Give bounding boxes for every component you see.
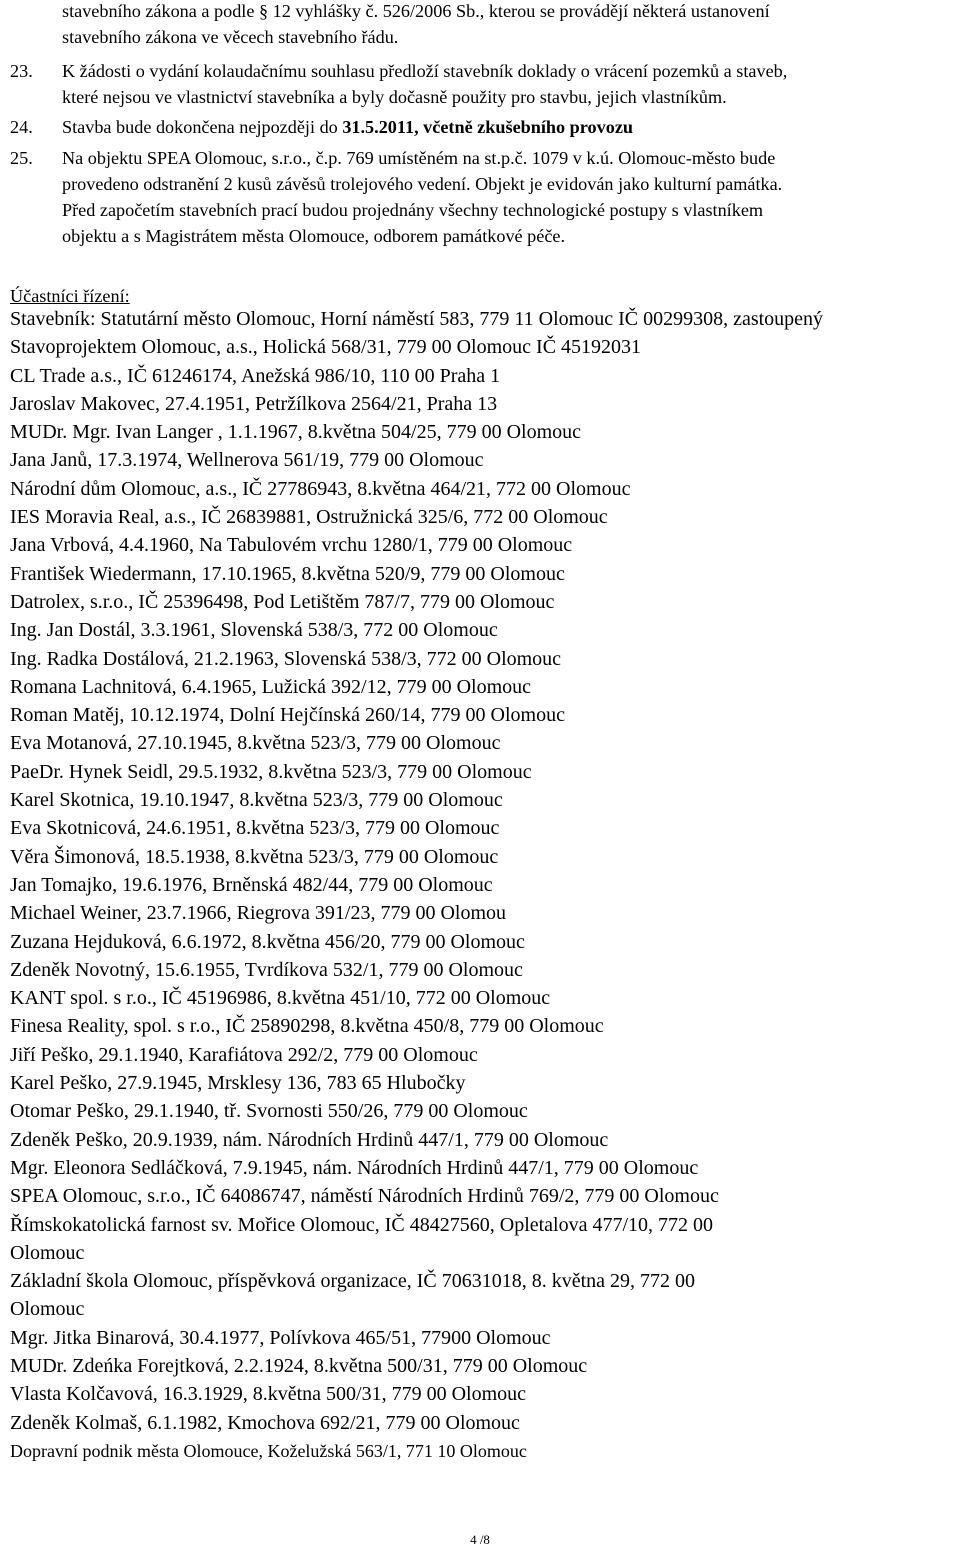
list-item: Zdeněk Kolmaš, 6.1.1982, Kmochova 692/21, 779 00 Olomouc	[10, 1411, 520, 1434]
list-item: Mgr. Jitka Binarová, 30.4.1977, Polívkova 465/51, 77900 Olomouc	[10, 1326, 551, 1349]
item-25	[10, 145, 955, 249]
list-item: Finesa Reality, spol. s r.o., IČ 25890298, 8.května 450/8, 779 00 Olomouc	[10, 1015, 604, 1038]
list-item: Datrolex, s.r.o., IČ 25396498, Pod Letištěm 787/7, 779 00 Olomouc	[10, 590, 555, 613]
list-item: Michael Weiner, 23.7.1966, Riegrova 391/23, 779 00 Olomou	[10, 902, 507, 925]
list-item: Stavoprojektem Olomouc, a.s., Holická 568/31, 779 00 Olomouc IČ 45192031	[10, 336, 642, 359]
participants-list	[10, 305, 955, 1465]
list-item: KANT spol. s r.o., IČ 45196986, 8.května 451/10, 772 00 Olomouc	[10, 987, 551, 1010]
completion-date: 31.5.2011	[342, 117, 415, 137]
list-item: Národní dům Olomouc, a.s., IČ 27786943, 8.května 464/21, 772 00 Olomouc	[10, 477, 631, 500]
list-item: IES Moravia Real, a.s., IČ 26839881, Ostružnická 325/6, 772 00 Olomouc	[10, 506, 608, 529]
list-item: Zdeněk Peško, 20.9.1939, nám. Národních Hrdinů 447/1, 779 00 Olomouc	[10, 1128, 609, 1151]
list-item: MUDr. Zdeńka Forejtková, 2.2.1924, 8.května 500/31, 779 00 Olomouc	[10, 1354, 588, 1377]
list-item: Jana Janů, 17.3.1974, Wellnerova 561/19, 779 00 Olomouc	[10, 449, 484, 472]
list-item: Vlasta Kolčavová, 16.3.1929, 8.května 500/31, 779 00 Olomouc	[10, 1383, 527, 1406]
list-item: Základní škola Olomouc, příspěvková organizace, IČ 70631018, 8. května 29, 772 00	[10, 1270, 696, 1293]
list-item: Římskokatolická farnost sv. Mořice Olomouc, IČ 48427560, Opletalova 477/10, 772 00	[10, 1213, 714, 1236]
item-number: 23.	[10, 61, 33, 81]
text-line: Na objektu SPEA Olomouc, s.r.o., č.p. 769 umístěném na st.p.č. 1079 v k.ú. Olomouc-město bude	[62, 148, 776, 168]
page-number: 4 /8	[470, 1532, 490, 1547]
text-line: stavebního zákona ve věcech stavebního řádu.	[62, 27, 399, 47]
item-number: 25.	[10, 148, 33, 168]
completion-note: , včetně zkušebního provozu	[414, 117, 634, 137]
list-item: Eva Skotnicová, 24.6.1951, 8.května 523/3, 779 00 Olomouc	[10, 817, 500, 840]
list-item: Věra Šimonová, 18.5.1938, 8.května 523/3, 779 00 Olomouc	[10, 845, 499, 868]
item-23	[10, 58, 955, 110]
list-item: František Wiedermann, 17.10.1965, 8.května 520/9, 779 00 Olomouc	[10, 562, 565, 585]
list-item: Romana Lachnitová, 6.4.1965, Lužická 392/12, 779 00 Olomouc	[10, 675, 532, 698]
list-item: Dopravní podnik města Olomouce, Koželužská 563/1, 771 10 Olomouc	[10, 1440, 527, 1461]
list-item: Ing. Jan Dostál, 3.3.1961, Slovenská 538/3, 772 00 Olomouc	[10, 619, 498, 642]
list-item: Karel Peško, 27.9.1945, Mrsklesy 136, 783 65 Hlubočky	[10, 1072, 466, 1095]
list-item: Otomar Peško, 29.1.1940, tř. Svornosti 550/26, 779 00 Olomouc	[10, 1100, 528, 1123]
list-item: Zdeněk Novotný, 15.6.1955, Tvrdíkova 532/1, 779 00 Olomouc	[10, 958, 523, 981]
list-item: PaeDr. Hynek Seidl, 29.5.1932, 8.května 523/3, 779 00 Olomouc	[10, 760, 532, 783]
list-item: Olomouc	[10, 1298, 85, 1321]
list-item: Jana Vrbová, 4.4.1960, Na Tabulovém vrchu 1280/1, 779 00 Olomouc	[10, 534, 573, 557]
list-item: CL Trade a.s., IČ 61246174, Anežská 986/10, 110 00 Praha 1	[10, 364, 501, 387]
list-item: Zuzana Hejduková, 6.6.1972, 8.května 456/20, 779 00 Olomouc	[10, 930, 525, 953]
list-item: Roman Matěj, 10.12.1974, Dolní Hejčínská 260/14, 779 00 Olomouc	[10, 704, 565, 727]
list-item: MUDr. Mgr. Ivan Langer , 1.1.1967, 8.května 504/25, 779 00 Olomouc	[10, 421, 582, 444]
text-line: které nejsou ve vlastnictví stavebníka a byly dočasně použity pro stavbu, jejich vlastníkům.	[62, 87, 727, 107]
list-item: Ing. Radka Dostálová, 21.2.1963, Slovenská 538/3, 772 00 Olomouc	[10, 647, 562, 670]
text-line: objektu a s Magistrátem města Olomouce, odborem památkové péče.	[62, 226, 566, 246]
list-item: Jan Tomajko, 19.6.1976, Brněnská 482/44, 779 00 Olomouc	[10, 873, 493, 896]
list-item: Karel Skotnica, 19.10.1947, 8.května 523/3, 779 00 Olomouc	[10, 789, 503, 812]
item-22-continuation	[10, 0, 955, 50]
list-item: Eva Motanová, 27.10.1945, 8.května 523/3, 779 00 Olomouc	[10, 732, 501, 755]
list-item: Jaroslav Makovec, 27.4.1951, Petržílkova 2564/21, Praha 13	[10, 392, 498, 415]
list-item: Jiří Peško, 29.1.1940, Karafiátova 292/2, 779 00 Olomouc	[10, 1043, 478, 1066]
text-line: stavebního zákona a podle § 12 vyhlášky č. 526/2006 Sb., kterou se provádějí některá ustanovení	[62, 1, 770, 21]
text-line: K žádosti o vydání kolaudačnímu souhlasu předloží stavebník doklady o vrácení pozemků a staveb,	[62, 61, 788, 81]
text-line: Před započetím stavebních prací budou projednány všechny technologické postupy s vlastníkem	[62, 200, 764, 220]
text-line: Stavba bude dokončena nejpozději do	[62, 117, 343, 137]
item-number: 24.	[10, 117, 33, 137]
text-line: provedeno odstranění 2 kusů závěsů trolejového vedení. Objekt je evidován jako kulturní památka.	[62, 174, 783, 194]
item-24	[10, 114, 955, 140]
list-item: Olomouc	[10, 1241, 85, 1264]
list-item: SPEA Olomouc, s.r.o., IČ 64086747, náměstí Národních Hrdinů 769/2, 779 00 Olomouc	[10, 1185, 719, 1208]
list-item: Mgr. Eleonora Sedláčková, 7.9.1945, nám. Národních Hrdinů 447/1, 779 00 Olomouc	[10, 1156, 699, 1179]
participants-heading: Účastníci řízení:	[10, 286, 130, 306]
list-item: Stavebník: Statutární město Olomouc, Horní náměstí 583, 779 11 Olomouc IČ 00299308, zastoupený	[10, 308, 824, 330]
